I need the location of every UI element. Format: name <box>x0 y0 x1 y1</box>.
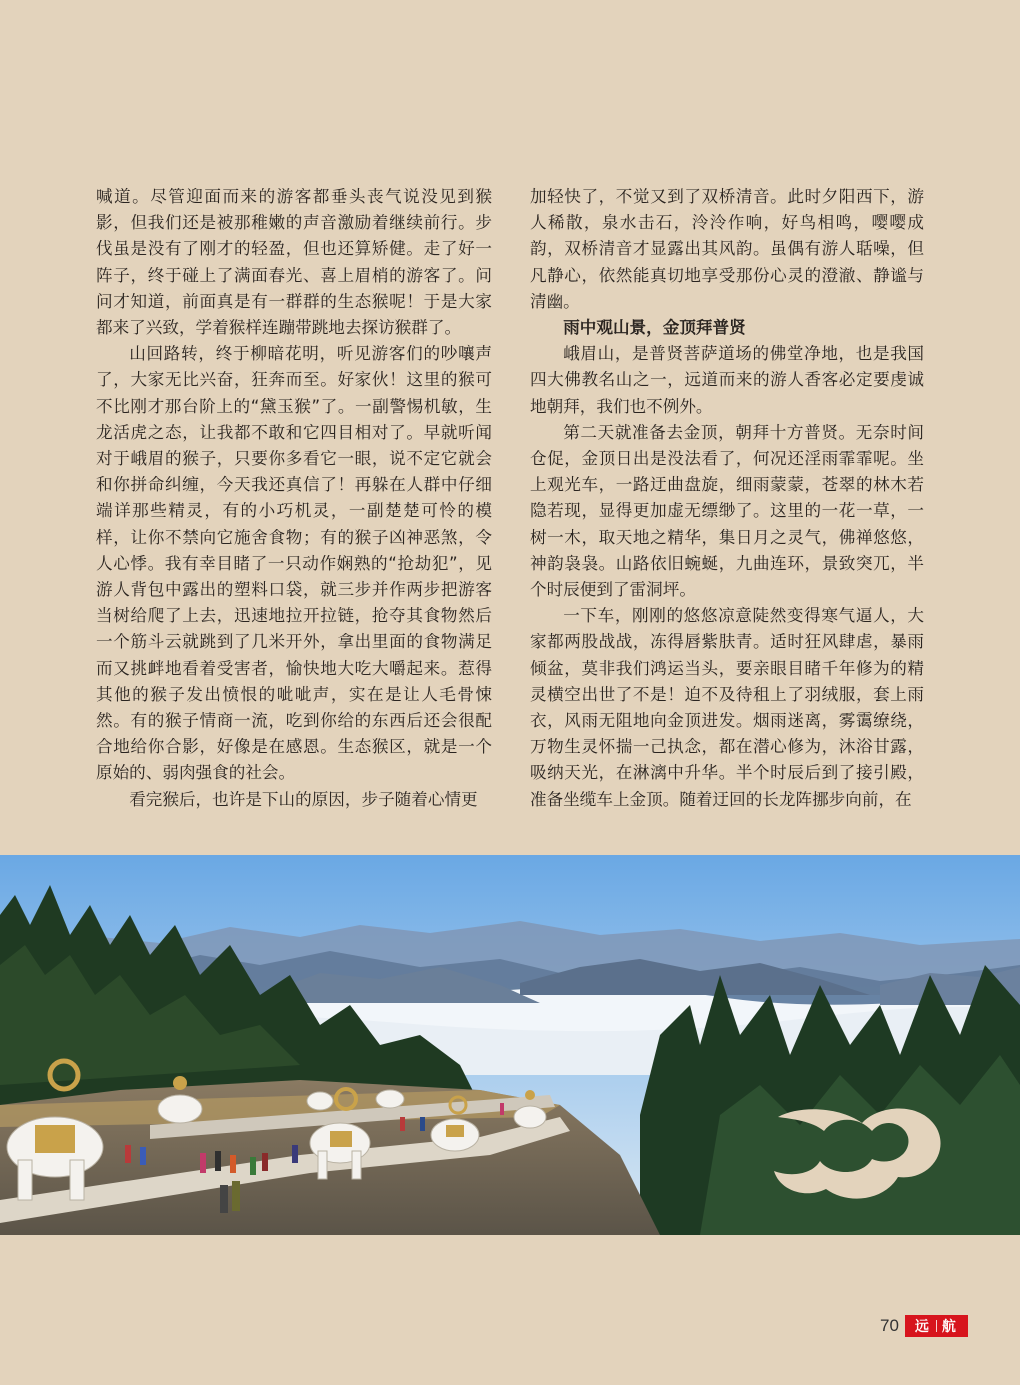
article-column-right <box>530 184 924 813</box>
paragraph: 看完猴后，也许是下山的原因，步子随着心情更 <box>129 789 478 809</box>
logo-divider <box>936 1320 937 1332</box>
magazine-logo <box>905 1315 968 1337</box>
logo-char: 航 <box>941 1319 958 1335</box>
mountain-summit-photo <box>0 855 1020 1235</box>
section-heading: 雨中观山景，金顶拜普贤 <box>563 318 746 338</box>
article-column-left <box>96 184 492 813</box>
logo-char: 远 <box>914 1319 931 1335</box>
paragraph: 山回路转，终于柳暗花明，听见游客们的吵嚷声了，大家无比兴奋，狂奔而至。好家伙！这里的猴可不比刚才那台阶上的“黛玉猴”了。一副警惕机敏，生龙活虎之态，让我都不敢和它四目相对了。早就听闻对于峨眉的猴子，只要你多看它一眼，说不定它就会和你拼命纠缠，今天我还真信了！再躲在人群中仔细端详那些精灵，有的小巧机灵，一副楚楚可怜的模样，让你不禁向它施舍食物；有的猴子凶神恶煞，令人心悸。我有幸目睹了一只动作娴熟的“抢劫犯”，见游人背包中露出的塑料口袋，就三步并作两步把游客当树给爬了上去，迅速地拉开拉链，抢夺其食物然后一个筋斗云就跳到了几米开外，拿出里面的食物满足而又挑衅地看着受害者，愉快地大吃大嚼起来。惹得其他的猴子发出愤恨的呲呲声，实在是让人毛骨悚然。有的猴子情商一流，吃到你给的东西后还会很配合地给你合影，好像是在感恩。生态猴区，就是一个原始的、弱肉强食的社会。 <box>96 344 492 783</box>
page-number: 70 <box>880 1316 899 1335</box>
paragraph: 第二天就准备去金顶，朝拜十方普贤。无奈时间仓促，金顶日出是没法看了，何况还淫雨霏霏呢。坐上观光车，一路迂曲盘旋，细雨蒙蒙，苍翠的林木若隐若现，显得更加虚无缥缈了。这里的一花一草，一树一木，取天地之精华，集日月之灵气，佛禅悠悠，神韵袅袅。山路依旧蜿蜒，九曲连环，景致突兀，半个时辰便到了雷洞坪。 <box>530 422 924 600</box>
paragraph: 加轻快了，不觉又到了双桥清音。此时夕阳西下，游人稀散，泉水击石，泠泠作响，好鸟相鸣，嘤嘤成韵，双桥清音才显露出其风韵。虽偶有游人聒噪，但凡静心，依然能真切地享受那份心灵的澄澈、静谧与清幽。 <box>530 187 924 311</box>
paragraph: 峨眉山，是普贤菩萨道场的佛堂净地，也是我国四大佛教名山之一，远道而来的游人香客必定要虔诚地朝拜，我们也不例外。 <box>530 344 924 416</box>
photo-illustration <box>0 855 1020 1235</box>
paragraph: 喊道。尽管迎面而来的游客都垂头丧气说没见到猴影，但我们还是被那稚嫩的声音激励着继续前行。步伐虽是没有了刚才的轻盈，但也还算矫健。走了好一阵子，终于碰上了满面春光、喜上眉梢的游客了。问问才知道，前面真是有一群群的生态猴呢！于是大家都来了兴致，学着猴样连蹦带跳地去探访猴群了。 <box>96 187 492 338</box>
page-footer <box>880 1313 968 1339</box>
paragraph: 一下车，刚刚的悠悠凉意陡然变得寒气逼人，大家都两股战战，冻得唇紫肤青。适时狂风肆虐，暴雨倾盆，莫非我们鸿运当头，要亲眼目睹千年修为的精灵横空出世了不是！迫不及待租上了羽绒服，套上雨衣，风雨无阻地向金顶进发。烟雨迷离，雾霭缭绕，万物生灵怀揣一己执念，都在潜心修为，沐浴甘露，吸纳天光，在淋漓中升华。半个时辰后到了接引殿，准备坐缆车上金顶。随着迂回的长龙阵挪步向前，在 <box>530 606 924 809</box>
